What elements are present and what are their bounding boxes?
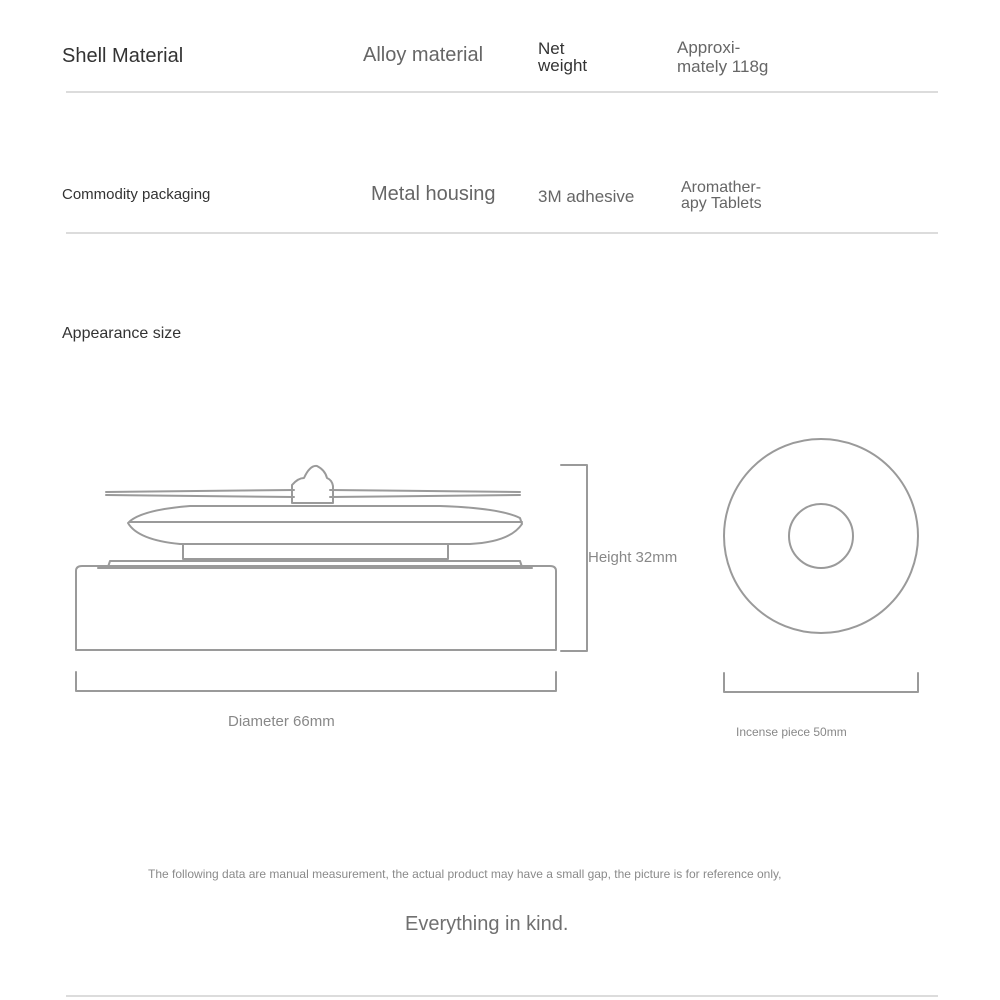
diameter-bracket (76, 672, 556, 691)
aromatherapy-diffuser-side-view-icon (76, 466, 556, 650)
diameter-label: Diameter 66mm (228, 713, 335, 730)
footer-divider (66, 995, 938, 997)
row2-subvalue-line2: apy Tablets (681, 195, 762, 212)
row1-value: Alloy material (363, 44, 484, 66)
row1-subvalue-line1: Approxi- (677, 38, 741, 57)
height-bracket (561, 465, 587, 651)
incense-label: Incense piece 50mm (736, 725, 847, 739)
incense-bracket (724, 673, 918, 692)
height-label: Height 32mm (588, 549, 678, 566)
row1-label: Shell Material (62, 45, 184, 67)
row1-sublabel-line1: Net (538, 39, 565, 58)
footer-note: The following data are manual measurement, the actual product may have a small gap, the picture is for reference only, (148, 867, 782, 881)
row2-subvalue-line1: Aromather- (681, 179, 762, 196)
row1-sublabel-line2: weight (538, 56, 588, 75)
row1-subvalue-line2: mately 118g (677, 57, 769, 76)
propeller-blade-icon (106, 490, 520, 492)
footer-tagline: Everything in kind. (405, 913, 569, 935)
appearance-title: Appearance size (62, 325, 182, 342)
row2-sublabel: 3M adhesive (538, 187, 635, 206)
row2-value: Metal housing (371, 183, 496, 205)
propeller-hub-icon (292, 466, 333, 503)
row2-label: Commodity packaging (62, 186, 211, 203)
incense-piece-ring-icon (724, 439, 918, 633)
